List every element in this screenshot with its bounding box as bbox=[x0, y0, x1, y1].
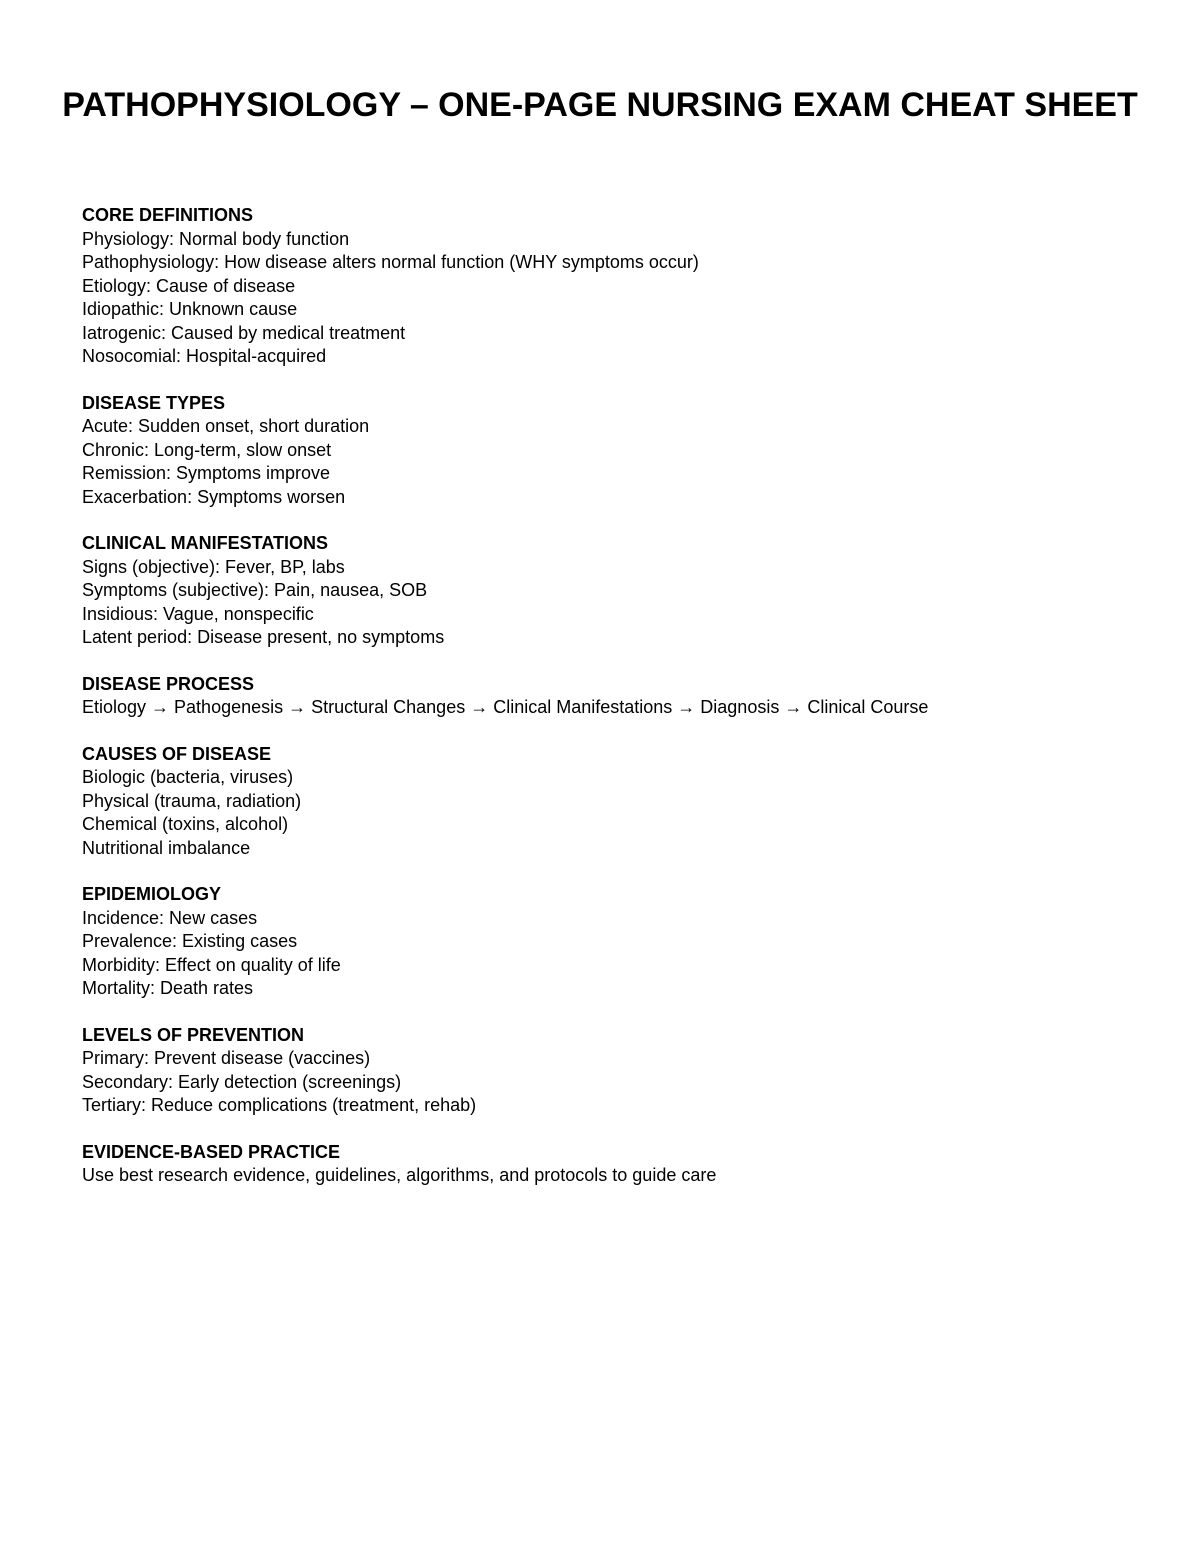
definition-line: Pathophysiology: How disease alters normal function (WHY symptoms occur) bbox=[82, 252, 699, 272]
definition-line: Morbidity: Effect on quality of life bbox=[82, 954, 341, 975]
section-heading: LEVELS OF PREVENTION bbox=[82, 1024, 305, 1045]
definition-line: Signs (objective): Fever, BP, labs bbox=[82, 556, 345, 577]
section-core-definitions bbox=[82, 204, 1162, 369]
definition-line: Prevalence: Existing cases bbox=[82, 931, 298, 951]
section-clinical-manifestations bbox=[82, 532, 1162, 650]
definition-line: Acute: Sudden onset, short duration bbox=[82, 416, 370, 436]
definition-line: Insidious: Vague, nonspecific bbox=[82, 603, 314, 624]
section-epidemiology bbox=[82, 883, 1162, 1001]
definition-line: Symptoms (subjective): Pain, nausea, SOB bbox=[82, 580, 428, 600]
definition-line: Secondary: Early detection (screenings) bbox=[82, 1071, 402, 1092]
definition-line: Chronic: Long-term, slow onset bbox=[82, 439, 332, 460]
section-heading: DISEASE TYPES bbox=[82, 392, 226, 413]
definition-line: Latent period: Disease present, no symptoms bbox=[82, 627, 445, 647]
definition-line: Idiopathic: Unknown cause bbox=[82, 299, 298, 319]
definition-line: Use best research evidence, guidelines, algorithms, and protocols to guide care bbox=[82, 1165, 717, 1185]
definition-line: Incidence: New cases bbox=[82, 907, 258, 928]
process-flow-line: Etiology → Pathogenesis → Structural Changes → Clinical Manifestations → Diagnosis → Clinical Course bbox=[82, 697, 929, 717]
section-heading: CLINICAL MANIFESTATIONS bbox=[82, 533, 328, 553]
section-disease-process bbox=[82, 673, 1162, 720]
list-item: Nutritional imbalance bbox=[82, 837, 251, 858]
definition-line: Exacerbation: Symptoms worsen bbox=[82, 486, 346, 507]
page-title: PATHOPHYSIOLOGY – ONE-PAGE NURSING EXAM CHEAT SHEET bbox=[62, 86, 1138, 124]
section-levels-of-prevention bbox=[82, 1024, 1162, 1118]
definition-line: Nosocomial: Hospital-acquired bbox=[82, 346, 327, 366]
definition-line: Tertiary: Reduce complications (treatment, rehab) bbox=[82, 1095, 477, 1115]
list-item: Physical (trauma, radiation) bbox=[82, 790, 302, 811]
section-heading: EPIDEMIOLOGY bbox=[82, 884, 222, 904]
definition-line: Primary: Prevent disease (vaccines) bbox=[82, 1048, 371, 1068]
definition-line: Remission: Symptoms improve bbox=[82, 463, 331, 483]
list-item: Chemical (toxins, alcohol) bbox=[82, 814, 289, 834]
section-heading: CAUSES OF DISEASE bbox=[82, 743, 272, 764]
section-evidence-based-practice bbox=[82, 1141, 1162, 1188]
document-body bbox=[82, 204, 1162, 1211]
definition-line: Etiology: Cause of disease bbox=[82, 275, 296, 296]
section-heading: CORE DEFINITIONS bbox=[82, 205, 254, 225]
definition-line: Iatrogenic: Caused by medical treatment bbox=[82, 322, 406, 343]
section-heading: DISEASE PROCESS bbox=[82, 673, 255, 694]
definition-line: Mortality: Death rates bbox=[82, 978, 254, 998]
list-item: Biologic (bacteria, viruses) bbox=[82, 767, 294, 787]
section-disease-types bbox=[82, 392, 1162, 510]
section-causes-of-disease bbox=[82, 743, 1162, 861]
definition-line: Physiology: Normal body function bbox=[82, 228, 350, 249]
section-heading: EVIDENCE-BASED PRACTICE bbox=[82, 1141, 341, 1162]
